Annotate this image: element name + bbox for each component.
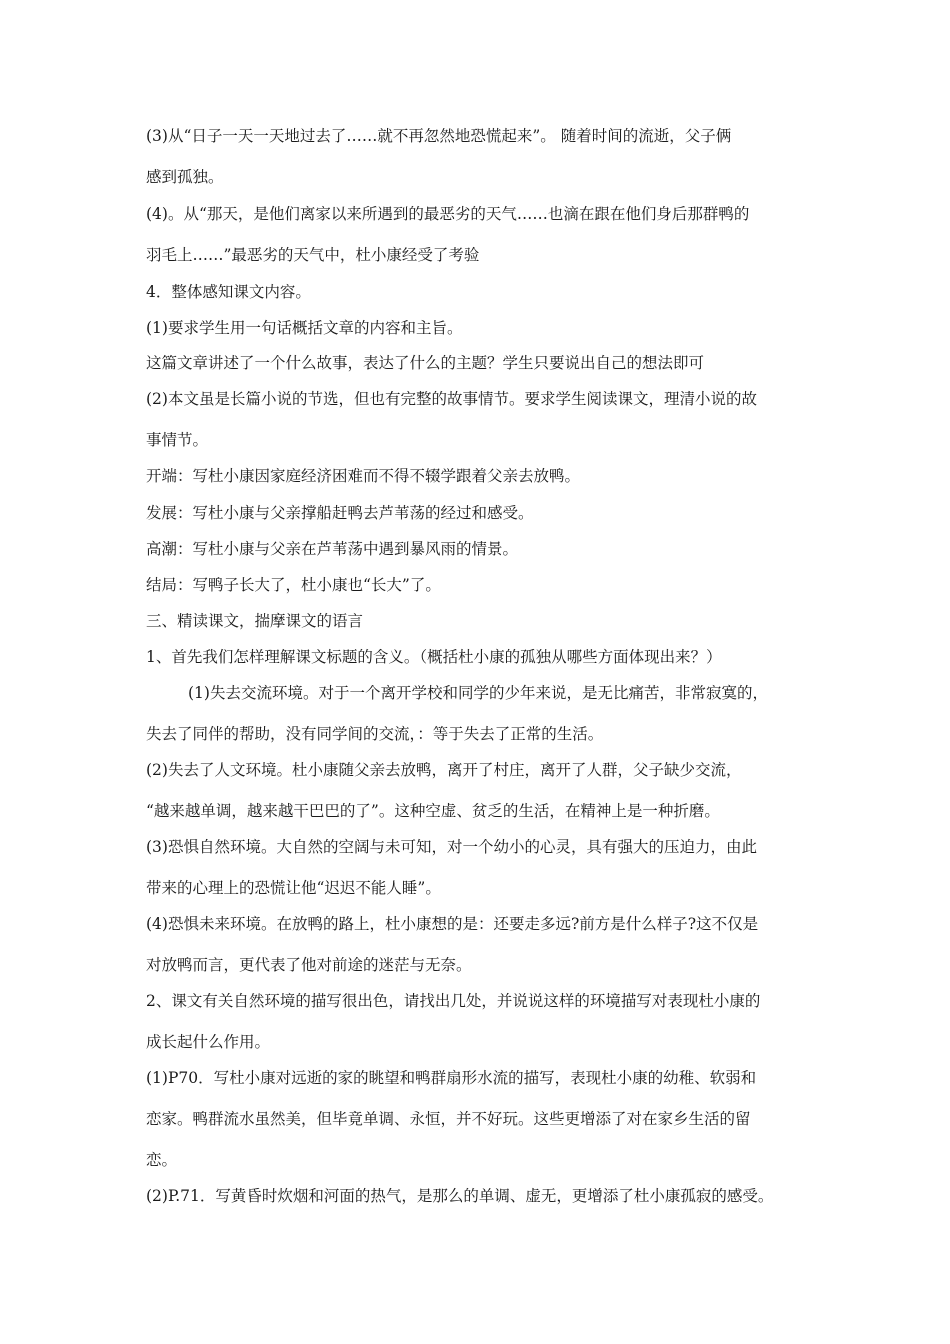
text-line: (2)本文虽是长篇小说的节选，但也有完整的故事情节。要求学生阅读课文，理清小说的故 [146,390,757,408]
text-line: 感到孤独。 [146,168,224,186]
text-line: (4)恐惧未来环境。在放鸭的路上，杜小康想的是：还要走多远?前方是什么样子?这不仅是 [146,915,759,933]
text-line: 恋家。鸭群流水虽然美，但毕竟单调、永恒，并不好玩。这些更增添了对在家乡生活的留 [146,1110,751,1128]
text-line: (1)P70．写杜小康对远逝的家的眺望和鸭群扇形水流的描写，表现杜小康的幼稚、软弱和 [146,1069,757,1087]
section-heading: 三、精读课文，揣摩课文的语言 [146,612,364,630]
text-line: 2、课文有关自然环境的描写很出色，请找出几处，并说说这样的环境描写对表现杜小康的 [146,992,761,1010]
text-line: (1)要求学生用一句话概括文章的内容和主旨。 [146,319,463,337]
text-line: 高潮：写杜小康与父亲在芦苇荡中遇到暴风雨的情景。 [146,540,519,558]
text-line: (4)。从“那天，是他们离家以来所遇到的最恶劣的天气……也滴在跟在他们身后那群鸭的 [146,205,750,223]
text-line: (3)从“日子一天一天地过去了……就不再忽然地恐慌起来”。 随着时间的流逝，父子俩 [146,127,732,145]
text-line: 这篇文章讲述了一个什么故事，表达了什么的主题？学生只要说出自己的想法即可 [146,354,705,372]
text-line: “越来越单调，越来越干巴巴的了”。这种空虚、贫乏的生活，在精神上是一种折磨。 [146,802,720,820]
text-line: 1、首先我们怎样理解课文标题的含义。（概括杜小康的孤独从哪些方面体现出来？） [146,648,722,666]
text-line: 恋。 [146,1151,178,1169]
text-line: 羽毛上……”最恶劣的天气中，杜小康经受了考验 [146,246,480,264]
text-line: 4．整体感知课文内容。 [146,283,311,301]
text-line: 开端：写杜小康因家庭经济困难而不得不辍学跟着父亲去放鸭。 [146,467,581,485]
text-line: 发展：写杜小康与父亲撑船赶鸭去芦苇荡的经过和感受。 [146,504,534,522]
text-line: 对放鸭而言，更代表了他对前途的迷茫与无奈。 [146,956,472,974]
text-line: (1)失去交流环境。对于一个离开学校和同学的少年来说，是无比痛苦，非常寂寞的， [188,684,768,702]
text-line: 失去了同伴的帮助，没有同学间的交流，：等于失去了正常的生活。 [146,725,604,743]
text-line: 结局：写鸭子长大了，杜小康也“长大”了。 [146,576,441,594]
text-line: (2)失去了人文环境。杜小康随父亲去放鸭，离开了村庄，离开了人群，父子缺少交流， [146,761,742,779]
text-line: 带来的心理上的恐慌让他“迟迟不能人睡”。 [146,879,441,897]
text-line: (2)P.71．写黄昏时炊烟和河面的热气，是那么的单调、虚无，更增添了杜小康孤寂的感受。 [146,1187,774,1205]
text-line: 成长起什么作用。 [146,1033,271,1051]
text-line: 事情节。 [146,431,209,449]
text-line: (3)恐惧自然环境。大自然的空阔与未可知，对一个幼小的心灵，具有强大的压迫力，由此 [146,838,757,856]
